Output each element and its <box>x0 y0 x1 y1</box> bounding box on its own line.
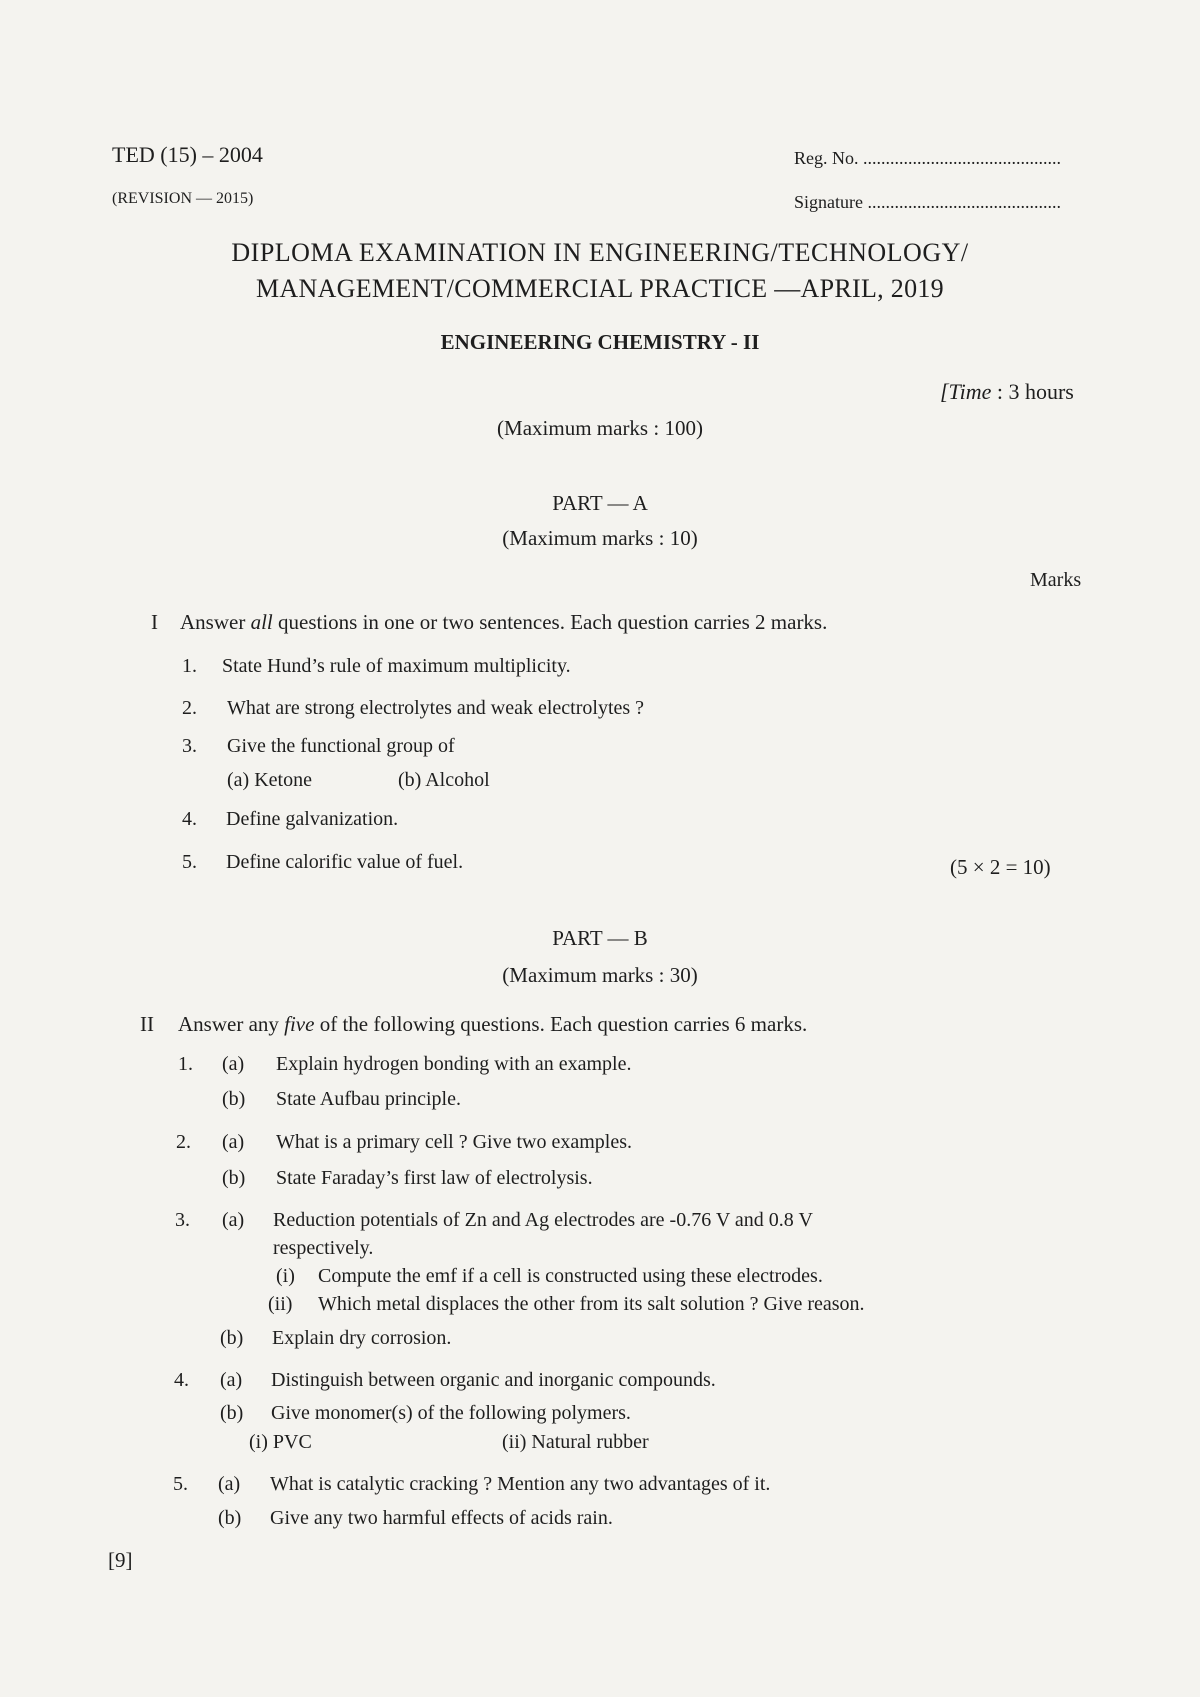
question-text: State Aufbau principle. <box>276 1088 461 1110</box>
question-text: Define galvanization. <box>226 808 399 830</box>
question-text: respectively. <box>273 1237 374 1259</box>
option-text: (i) PVC <box>249 1431 312 1453</box>
sub-question-label: (a) <box>220 1369 243 1391</box>
signature-field: Signature ........................................... <box>794 192 1061 212</box>
time-allowed <box>940 379 1074 405</box>
section-number: II <box>140 1012 154 1036</box>
marks-column-label: Marks <box>1030 569 1082 591</box>
time-value: : 3 hours <box>991 379 1074 404</box>
question-text: What is a primary cell ? Give two examples. <box>276 1131 632 1153</box>
question-text: Give any two harmful effects of acids rain. <box>270 1507 613 1529</box>
option-text: (b) Alcohol <box>398 769 490 791</box>
part-b-heading: PART — B <box>552 926 648 950</box>
question-text: Reduction potentials of Zn and Ag electrodes are -0.76 V and 0.8 V <box>273 1209 813 1231</box>
sub-question-label: (a) <box>222 1131 245 1153</box>
question-number: 5. <box>173 1473 188 1495</box>
sub-question-label: (b) <box>220 1327 244 1349</box>
part-a-heading: PART — A <box>552 491 648 515</box>
question-text: State Faraday’s first law of electrolysis. <box>276 1167 593 1189</box>
sub-question-label: (b) <box>220 1402 244 1424</box>
question-number: 4. <box>182 808 197 830</box>
section-number: I <box>151 610 158 634</box>
sub-part-label: (ii) <box>268 1293 293 1315</box>
question-number: 3. <box>182 735 197 757</box>
part-a-max-marks: (Maximum marks : 10) <box>502 526 698 550</box>
question-text: Explain dry corrosion. <box>272 1327 452 1349</box>
sub-question-label: (a) <box>222 1209 245 1231</box>
part-b-max-marks: (Maximum marks : 30) <box>502 963 698 987</box>
sub-question-label: (a) <box>218 1473 241 1495</box>
question-text: Compute the emf if a cell is constructed using these electrodes. <box>318 1265 823 1287</box>
question-number: 4. <box>174 1369 189 1391</box>
exam-title-line2: MANAGEMENT/COMMERCIAL PRACTICE —APRIL, 2019 <box>256 274 944 303</box>
exam-title-line1: DIPLOMA EXAMINATION IN ENGINEERING/TECHNOLOGY/ <box>231 238 969 267</box>
time-label: [Time <box>940 379 992 404</box>
option-text: (ii) Natural rubber <box>502 1431 649 1453</box>
question-text: Which metal displaces the other from its salt solution ? Give reason. <box>318 1293 865 1315</box>
paper-code: TED (15) – 2004 <box>112 142 263 167</box>
reg-no-field: Reg. No. ............................................ <box>794 148 1061 168</box>
sub-question-label: (b) <box>218 1507 242 1529</box>
question-text: State Hund’s rule of maximum multiplicity. <box>222 655 571 677</box>
question-text: What are strong electrolytes and weak electrolytes ? <box>227 697 645 719</box>
part-a-total: (5 × 2 = 10) <box>950 855 1051 879</box>
question-number: 5. <box>182 851 197 873</box>
question-number: 2. <box>176 1131 191 1153</box>
question-number: 2. <box>182 697 197 719</box>
question-text: Give the functional group of <box>227 735 455 757</box>
question-number: 3. <box>175 1209 190 1231</box>
sub-question-label: (a) <box>222 1053 245 1075</box>
question-text: Distinguish between organic and inorganic compounds. <box>271 1369 716 1391</box>
sub-question-label: (b) <box>222 1167 246 1189</box>
sub-part-label: (i) <box>276 1265 295 1287</box>
maximum-marks: (Maximum marks : 100) <box>497 416 703 440</box>
sub-question-label: (b) <box>222 1088 246 1110</box>
question-text: Give monomer(s) of the following polymers. <box>271 1402 631 1424</box>
question-text: What is catalytic cracking ? Mention any two advantages of it. <box>270 1473 771 1495</box>
section-instruction: Answer any five of the following questions. Each question carries 6 marks. <box>178 1012 808 1036</box>
question-text: Define calorific value of fuel. <box>226 851 464 873</box>
revision: (REVISION — 2015) <box>112 190 254 207</box>
option-text: (a) Ketone <box>227 769 312 791</box>
page-number: [9] <box>108 1548 133 1572</box>
section-instruction: Answer all questions in one or two sentences. Each question carries 2 marks. <box>180 610 828 634</box>
subject-title: ENGINEERING CHEMISTRY - II <box>440 330 760 354</box>
question-number: 1. <box>178 1053 193 1075</box>
question-number: 1. <box>182 655 197 677</box>
question-text: Explain hydrogen bonding with an example. <box>276 1053 632 1075</box>
